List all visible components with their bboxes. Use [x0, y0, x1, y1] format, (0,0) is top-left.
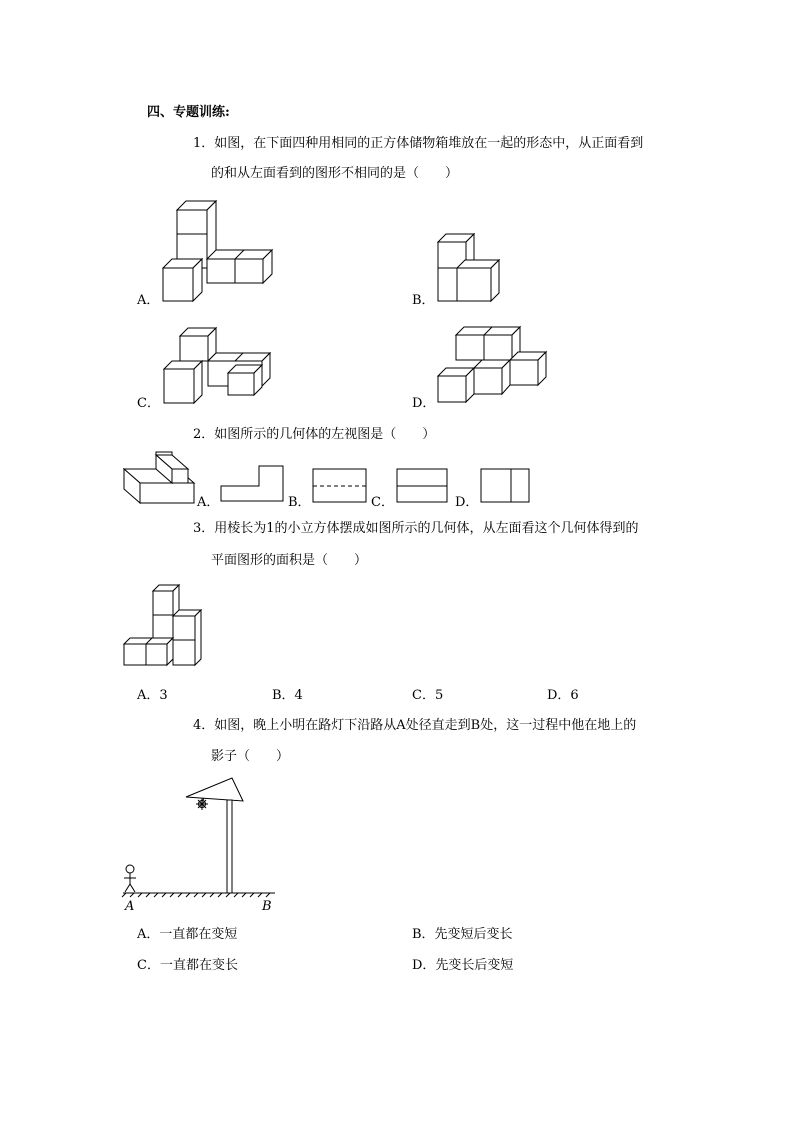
q2-figure-d	[480, 468, 532, 504]
section-title: 四、专题训练:	[147, 105, 230, 120]
q1-option-b: B．	[412, 293, 435, 308]
q3-option-b: B．4	[272, 688, 303, 703]
q3-option-c: C．5	[412, 688, 444, 703]
q2-figure-c	[396, 468, 449, 504]
q1-figure-a	[160, 198, 275, 303]
q3-text-line1: 3．用棱长为1的小立方体摆成如图所示的几何体，从左面看这个几何体得到的	[193, 521, 639, 536]
lamp-shade-icon	[186, 778, 243, 801]
person-icon	[124, 865, 136, 892]
q1-figure-b	[436, 232, 506, 304]
q4-label-b: B	[262, 899, 272, 914]
lamp-pole	[227, 800, 232, 893]
q3-option-d: D．6	[547, 688, 579, 703]
q2-option-b: B．	[288, 495, 311, 510]
q2-figure-a	[220, 464, 286, 504]
q2-solid-figure	[121, 452, 201, 504]
q1-option-d: D．	[412, 396, 436, 411]
q2-text: 2．如图所示的几何体的左视图是（ ）	[193, 427, 436, 442]
light-bulb-icon	[196, 798, 208, 810]
q3-figure	[120, 582, 210, 668]
q3-text-line2: 平面图形的面积是（ ）	[211, 553, 368, 568]
q4-label-a: A	[125, 899, 135, 914]
q1-figure-d	[436, 325, 550, 405]
q4-option-d: D．先变长后变短	[412, 958, 514, 973]
q1-figure-c	[160, 325, 275, 407]
q2-option-a: A．	[197, 495, 220, 510]
q4-option-c: C．一直都在变长	[137, 958, 238, 973]
q2-option-c: C．	[371, 495, 394, 510]
q4-street-lamp-figure	[120, 772, 280, 907]
q2-figure-b	[312, 468, 368, 504]
ground-hatching	[122, 893, 270, 897]
q1-text-line2: 的和从左面看到的图形不相同的是（ ）	[211, 166, 459, 181]
q3-option-a: A．3	[137, 688, 168, 703]
q2-option-d: D．	[455, 495, 479, 510]
q1-option-a: A．	[137, 293, 160, 308]
q4-option-b: B．先变短后变长	[412, 927, 513, 942]
q4-text-line2: 影子（ ）	[211, 749, 290, 764]
q1-option-c: C．	[137, 396, 160, 411]
q4-text-line1: 4．如图，晚上小明在路灯下沿路从A处径直走到B处，这一过程中他在地上的	[193, 718, 637, 733]
q4-option-a: A．一直都在变短	[137, 927, 238, 942]
q1-text-line1: 1．如图，在下面四种用相同的正方体储物箱堆放在一起的形态中，从正面看到	[193, 136, 644, 151]
